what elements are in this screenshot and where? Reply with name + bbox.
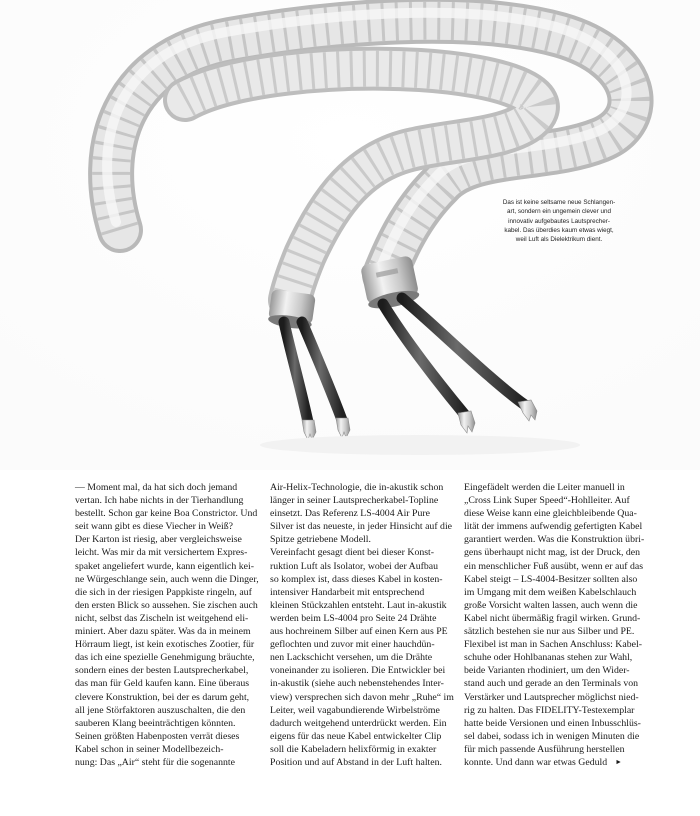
- text-line: lität der immens aufwendig gefertigten Kabel: [464, 521, 643, 533]
- text-line: Hörraum liegt, ist kein exotisches Zootier, für: [75, 639, 255, 651]
- continue-arrow-icon: ►: [615, 757, 623, 766]
- caption-line: Das ist keine seltsame neue Schlangen-: [502, 199, 616, 206]
- text-line: den ersten Blick so aussehen. Sie zischen auch: [75, 599, 258, 611]
- text-line: Der Karton ist riesig, aber vergleichsweise: [75, 534, 242, 546]
- text-line: diese Weise kann eine gleichbleibende Qua-: [464, 508, 637, 520]
- text-line: eigens für das neue Kabel entwickelter Clip: [270, 730, 442, 742]
- text-line: spaket angeliefert wurde, kann eigentlich kei-: [75, 560, 254, 572]
- text-line: stand auch und gerade an den Terminals von: [464, 678, 639, 690]
- caption-line: weil Luft als Dielektrikum dient.: [515, 236, 603, 244]
- article-column-2: [270, 481, 460, 769]
- text-line: Position und auf Abstand in der Luft halten.: [270, 756, 442, 768]
- text-line: ne Würgeschlange sein, auch wenn die Dinger,: [75, 573, 259, 585]
- text-line: nicht, selbst das Zischeln ist weitgehend eli-: [75, 612, 249, 624]
- text-line: Silver ist das neueste, in jeder Hinsicht auf die: [270, 521, 453, 533]
- text-line: geflochten und zuvor mit einer hauchdün-: [270, 639, 435, 651]
- photo-caption: [497, 198, 621, 244]
- text-line: nen Lackschicht versehen, um die Drähte: [270, 652, 433, 664]
- text-line: kleinen Stückzahlen entsteht. Laut in-akustik: [270, 599, 447, 611]
- text-line: das ich eine spezielle Genehmigung bräuchte,: [75, 652, 255, 664]
- text-line: sel dabei, sodass ich in wenigen Minuten die: [464, 730, 640, 742]
- text-line: Vereinfacht gesagt dient bei dieser Konst-: [270, 547, 435, 559]
- text-line: beide Varianten rhodiniert, um den Wider-: [464, 665, 630, 677]
- text-line: gens überhaupt nicht mag, ist der Druck, den: [464, 547, 641, 559]
- text-line: schuhe oder Hohlbananas stehen zur Wahl,: [464, 652, 633, 664]
- text-line: garantiert werden. Was die Konstruktion übri-: [464, 534, 645, 546]
- text-line: all jene Störfaktoren auszuschalten, die den: [75, 704, 246, 716]
- text-line: rig zu halten. Das FIDELITY-Testexemplar: [464, 704, 635, 716]
- text-line: hatte beide Versionen und einen Inbusschlüs-: [464, 717, 641, 729]
- text-line: so komplex ist, dass dieses Kabel in kosten-: [270, 573, 443, 585]
- text-line: dadurch weitgehend unterdrückt werden. Ein: [270, 717, 447, 729]
- text-line: die sich in der riesigen Pappkiste ringeln, auf: [75, 586, 252, 598]
- text-line: Air-Helix-Technologie, die in-akustik schon: [270, 482, 444, 493]
- text-line: miniert. Aber dazu später. Was da in meinem: [75, 626, 251, 638]
- text-line: aus hochreinem Silber auf einen Kern aus PE: [270, 626, 448, 638]
- text-line-last: [464, 756, 660, 769]
- text-line: voneinander zu isolieren. Die Entwickler bei: [270, 665, 446, 677]
- text-line: „Cross Link Super Speed“-Hohlleiter. Auf: [464, 495, 630, 507]
- text-line: Eingefädelt werden die Leiter manuell in: [464, 482, 625, 493]
- text-line: einsetzt. Das Referenz LS-4004 Air Pure: [270, 508, 430, 520]
- article-column-1: [75, 481, 263, 769]
- text-line: vertan. Ich habe nichts in der Tierhandlung: [75, 495, 244, 507]
- text-line: Leiter, weil vagabundierende Wirbelströme: [270, 704, 440, 716]
- text-line: das man für Geld kaufen kann. Eine überaus: [75, 678, 250, 690]
- text-line-last-text: konnte. Und dann war etwas Geduld: [464, 756, 608, 768]
- text-line: in-akustik (siehe auch nebenstehendes Inter-: [270, 678, 444, 690]
- text-line: bestellt. Schon gar keine Boa Constrictor. Und: [75, 508, 258, 520]
- caption-line: art, sondern ein ungemein clever und: [507, 208, 611, 216]
- text-line: werden beim LS-4004 pro Seite 24 Drähte: [270, 612, 437, 624]
- text-line: ruktion Luft als Isolator, wobei der Aufbau: [270, 560, 439, 572]
- text-line: Verstärker und Lautsprecher möglichst nied-: [464, 691, 639, 703]
- text-line: Kabel nicht übermäßig fragil wirken. Grund-: [464, 612, 641, 624]
- text-line: für mich passende Ausführung herstellen: [464, 743, 625, 755]
- text-line: große Vorsicht walten lassen, auch wenn die: [464, 599, 638, 611]
- text-line: Kabel steigt – LS-4004-Besitzer sollten also: [464, 573, 638, 585]
- text-line: Flexibel ist man in Sachen Anschluss: Kabel-: [464, 639, 642, 651]
- text-line: Seinen größten Habenposten verrät dieses: [75, 730, 240, 742]
- text-line: leicht. Was mir da mit versichertem Expres-: [75, 547, 248, 559]
- text-line: seit wann gibt es diese Viecher in Weiß?: [75, 521, 233, 533]
- text-line: im Umgang mit dem weißen Kabelschlauch: [464, 586, 637, 598]
- text-line: intensiver Handarbeit mit entsprechend: [270, 586, 425, 598]
- text-line: clevere Konstruktion, bei der es darum geht,: [75, 691, 250, 703]
- text-line: view) versprechen sich davon mehr „Ruhe“ im: [270, 691, 454, 703]
- article-column-3: [464, 481, 660, 769]
- caption-line: innovativ aufgebautes Lautsprecher-: [508, 217, 610, 225]
- text-line: nung: Das „Air“ steht für die sogenannte: [75, 756, 235, 768]
- text-line: sätzlich bestehen sie nur aus Silber und PE.: [464, 626, 635, 638]
- text-line: — Moment mal, da hat sich doch jemand: [75, 482, 238, 493]
- text-line: sondern eines der besten Lautsprecherkabel,: [75, 665, 249, 677]
- text-line: länger in seiner Lautsprecherkabel-Topline: [270, 495, 439, 507]
- text-line: Spitze getriebene Modell.: [270, 534, 371, 546]
- text-line: soll die Kabeladern helixförmig in exakter: [270, 743, 437, 755]
- text-line: sauberen Klang beeinträchtigen könnten.: [75, 717, 236, 729]
- text-line: Kabel schon in seiner Modellbezeich-: [75, 743, 224, 755]
- text-line: ein menschlicher Fuß ausübt, wenn er auf das: [464, 560, 644, 572]
- caption-line: kabel. Das überdies kaum etwas wiegt,: [504, 226, 614, 234]
